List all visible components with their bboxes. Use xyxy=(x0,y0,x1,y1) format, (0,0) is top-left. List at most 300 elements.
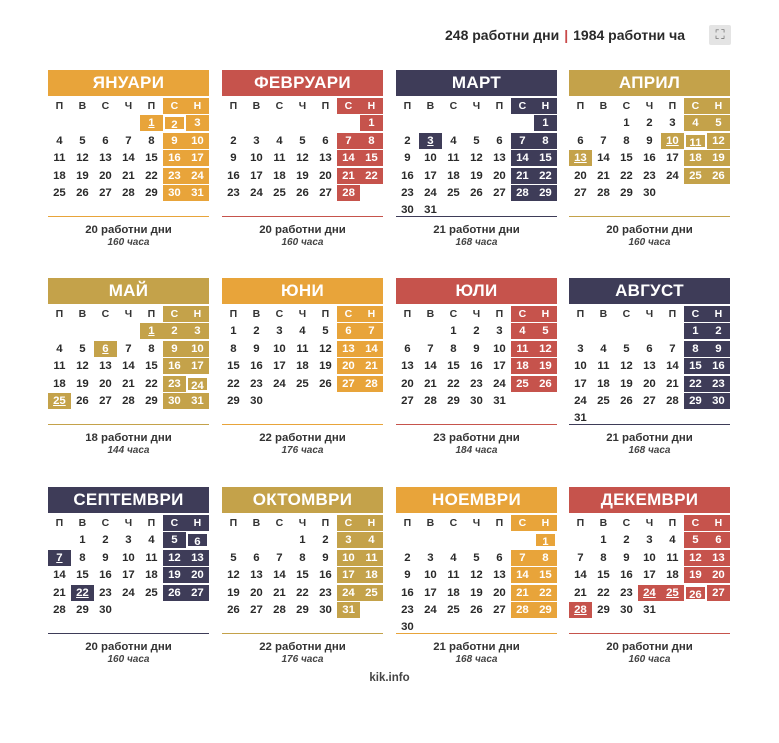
day-cell: 12 xyxy=(296,152,309,165)
month-title: АВГУСТ xyxy=(569,278,730,304)
day-cell: 25 xyxy=(145,586,158,599)
day-cell: 27 xyxy=(99,186,112,199)
month-grid xyxy=(569,98,730,202)
month-title: НОЕМВРИ xyxy=(396,487,557,513)
day-cell: 16 xyxy=(401,169,414,182)
day-cell: 2 xyxy=(473,325,480,338)
day-cell: 19 xyxy=(227,586,240,599)
day-cell: 4 xyxy=(360,532,383,548)
day-cell: 29 xyxy=(145,186,158,199)
day-cell: 26 xyxy=(684,585,707,601)
weekday-label: П xyxy=(668,308,677,320)
work-days-count: 18 работни дни xyxy=(85,432,172,444)
day-cell: 31 xyxy=(186,185,209,201)
weekday-label: С xyxy=(684,306,707,322)
total-work-days: 248 работни дни xyxy=(445,27,560,43)
work-hours-count: 184 часа xyxy=(455,445,498,456)
day-cell: 3 xyxy=(496,325,503,338)
month-footer xyxy=(222,633,383,666)
day-cell: 7 xyxy=(511,133,534,149)
day-cell: 11 xyxy=(53,152,66,165)
day-cell: 26 xyxy=(227,603,240,616)
day-cell: 3 xyxy=(427,551,434,564)
weekday-label: Ч xyxy=(472,517,481,529)
day-cell: 12 xyxy=(534,341,557,357)
day-cell: 16 xyxy=(163,150,186,166)
month-footer xyxy=(396,424,557,457)
day-cell: 5 xyxy=(534,323,557,339)
day-cell: 17 xyxy=(666,152,679,165)
day-cell: 31 xyxy=(337,602,360,618)
day-cell: 6 xyxy=(337,323,360,339)
day-cell: 21 xyxy=(337,168,360,184)
weekday-label: Н xyxy=(186,515,209,531)
day-cell: 11 xyxy=(597,360,610,373)
weekday-label: П xyxy=(229,100,238,112)
month-footer xyxy=(48,216,209,249)
day-cell: 8 xyxy=(534,133,557,149)
month-grid xyxy=(396,306,557,410)
day-cell: 26 xyxy=(470,186,483,199)
day-cell: 4 xyxy=(511,323,534,339)
day-cell: 16 xyxy=(401,586,414,599)
day-cell: 14 xyxy=(511,150,534,166)
day-cell: 27 xyxy=(186,585,209,601)
work-days-count: 20 работни дни xyxy=(85,641,172,653)
day-cell: 4 xyxy=(276,134,283,147)
day-cell: 17 xyxy=(186,150,209,166)
weekday-label: С xyxy=(275,517,284,529)
day-cell: 30 xyxy=(470,394,483,407)
day-cell: 8 xyxy=(299,551,306,564)
day-cell: 3 xyxy=(253,134,260,147)
weekday-label: П xyxy=(495,100,504,112)
month-title: ДЕКЕМВРИ xyxy=(569,487,730,513)
weekday-label: В xyxy=(426,100,435,112)
day-cell: 12 xyxy=(470,569,483,582)
day-cell: 24 xyxy=(250,186,263,199)
day-cell: 11 xyxy=(273,152,286,165)
day-cell: 19 xyxy=(620,377,633,390)
weekday-label: С xyxy=(622,308,631,320)
day-cell: 1 xyxy=(684,323,707,339)
weekday-label: Н xyxy=(360,98,383,114)
month-2 xyxy=(222,70,383,260)
weekday-label: В xyxy=(426,308,435,320)
day-cell: 29 xyxy=(296,603,309,616)
day-cell: 6 xyxy=(186,532,209,548)
day-cell: 28 xyxy=(273,603,286,616)
day-cell: 31 xyxy=(424,204,437,217)
day-cell: 19 xyxy=(296,169,309,182)
day-cell: 1 xyxy=(450,325,457,338)
day-cell: 3 xyxy=(419,133,442,149)
work-hours-count: 176 часа xyxy=(281,445,324,456)
month-footer xyxy=(569,216,730,249)
day-cell: 4 xyxy=(684,115,707,131)
day-cell: 17 xyxy=(122,569,135,582)
day-cell: 29 xyxy=(227,394,240,407)
month-title: АПРИЛ xyxy=(569,70,730,96)
day-cell: 12 xyxy=(684,550,707,566)
work-hours-count: 160 часа xyxy=(107,654,150,665)
day-cell: 24 xyxy=(666,169,679,182)
day-cell: 24 xyxy=(186,168,209,184)
day-cell: 28 xyxy=(597,186,610,199)
day-cell: 30 xyxy=(99,603,112,616)
month-grid xyxy=(48,98,209,202)
weekday-label: С xyxy=(511,98,534,114)
day-cell: 4 xyxy=(450,134,457,147)
day-cell: 4 xyxy=(56,342,63,355)
day-cell: 4 xyxy=(600,342,607,355)
weekday-label: Н xyxy=(707,515,730,531)
day-cell: 29 xyxy=(534,602,557,618)
day-cell: 17 xyxy=(250,169,263,182)
day-cell: 27 xyxy=(99,394,112,407)
weekday-label: П xyxy=(576,100,585,112)
weekday-label: В xyxy=(252,308,261,320)
weekday-label: Н xyxy=(360,306,383,322)
day-cell: 9 xyxy=(623,551,630,564)
day-cell: 11 xyxy=(447,152,460,165)
day-cell: 2 xyxy=(404,551,411,564)
weekday-label: П xyxy=(668,517,677,529)
day-cell: 11 xyxy=(145,551,158,564)
footer-divider xyxy=(569,424,730,425)
day-cell: 20 xyxy=(493,586,506,599)
day-cell: 20 xyxy=(319,169,332,182)
day-cell: 13 xyxy=(707,550,730,566)
day-cell: 15 xyxy=(597,569,610,582)
day-cell: 26 xyxy=(76,186,89,199)
day-cell: 30 xyxy=(250,394,263,407)
day-cell: 21 xyxy=(424,377,437,390)
weekday-label: С xyxy=(622,517,631,529)
day-cell: 24 xyxy=(574,394,587,407)
day-cell: 28 xyxy=(511,185,534,201)
month-5 xyxy=(48,278,209,468)
footer-divider xyxy=(396,633,557,634)
weekday-label: В xyxy=(599,100,608,112)
day-cell: 25 xyxy=(48,393,71,409)
day-cell: 16 xyxy=(620,569,633,582)
day-cell: 26 xyxy=(470,603,483,616)
day-cell: 13 xyxy=(250,569,263,582)
day-cell: 12 xyxy=(707,133,730,149)
day-cell: 7 xyxy=(600,134,607,147)
day-cell: 2 xyxy=(253,325,260,338)
month-footer xyxy=(222,216,383,249)
day-cell: 4 xyxy=(299,325,306,338)
weekday-label: С xyxy=(101,308,110,320)
weekday-label: П xyxy=(229,517,238,529)
day-cell: 14 xyxy=(53,569,66,582)
day-cell: 25 xyxy=(661,585,684,601)
day-cell: 5 xyxy=(230,551,237,564)
day-cell: 25 xyxy=(511,376,534,392)
day-cell: 2 xyxy=(102,534,109,547)
day-cell: 7 xyxy=(276,551,283,564)
day-cell: 3 xyxy=(646,534,653,547)
day-cell: 25 xyxy=(360,585,383,601)
day-cell: 4 xyxy=(148,534,155,547)
weekday-label: П xyxy=(55,308,64,320)
day-cell: 22 xyxy=(296,586,309,599)
month-6 xyxy=(222,278,383,468)
weekday-label: П xyxy=(55,100,64,112)
day-cell: 10 xyxy=(493,342,506,355)
weekday-label: Н xyxy=(707,98,730,114)
day-cell: 31 xyxy=(493,394,506,407)
day-cell: 31 xyxy=(643,603,656,616)
day-cell: 16 xyxy=(250,360,263,373)
day-cell: 7 xyxy=(427,342,434,355)
day-cell: 1 xyxy=(140,115,163,131)
weekday-label: Ч xyxy=(645,517,654,529)
day-cell: 22 xyxy=(534,168,557,184)
day-cell: 29 xyxy=(145,394,158,407)
day-cell: 23 xyxy=(319,586,332,599)
day-cell: 1 xyxy=(534,532,557,548)
day-cell: 30 xyxy=(620,603,633,616)
weekday-label: Ч xyxy=(124,308,133,320)
weekday-label: П xyxy=(495,308,504,320)
day-cell: 10 xyxy=(122,551,135,564)
day-cell: 27 xyxy=(574,186,587,199)
day-cell: 20 xyxy=(401,377,414,390)
weekday-label: Н xyxy=(707,306,730,322)
day-cell: 2 xyxy=(623,534,630,547)
day-cell: 19 xyxy=(684,567,707,583)
day-cell: 5 xyxy=(684,532,707,548)
day-cell: 19 xyxy=(707,150,730,166)
day-cell: 14 xyxy=(360,341,383,357)
day-cell: 14 xyxy=(597,152,610,165)
month-footer xyxy=(396,633,557,666)
day-cell: 25 xyxy=(447,186,460,199)
day-cell: 25 xyxy=(296,377,309,390)
month-9 xyxy=(48,487,209,677)
day-cell: 19 xyxy=(163,567,186,583)
weekday-label: С xyxy=(449,517,458,529)
day-cell: 27 xyxy=(337,376,360,392)
day-cell: 2 xyxy=(322,534,329,547)
day-cell: 11 xyxy=(511,341,534,357)
day-cell: 23 xyxy=(643,169,656,182)
day-cell: 31 xyxy=(574,412,587,425)
day-cell: 30 xyxy=(401,621,414,634)
day-cell: 1 xyxy=(230,325,237,338)
day-cell: 25 xyxy=(447,603,460,616)
day-cell: 3 xyxy=(186,115,209,131)
day-cell: 8 xyxy=(450,342,457,355)
month-12 xyxy=(569,487,730,677)
day-cell: 20 xyxy=(643,377,656,390)
day-cell: 23 xyxy=(401,186,414,199)
day-cell: 15 xyxy=(447,360,460,373)
day-cell: 18 xyxy=(53,377,66,390)
day-cell: 6 xyxy=(577,134,584,147)
weekday-label: В xyxy=(426,517,435,529)
day-cell: 24 xyxy=(337,585,360,601)
day-cell: 2 xyxy=(404,134,411,147)
day-cell: 2 xyxy=(163,115,186,131)
day-cell: 10 xyxy=(574,360,587,373)
day-cell: 11 xyxy=(53,360,66,373)
day-cell: 31 xyxy=(186,393,209,409)
work-days-count: 20 работни дни xyxy=(259,224,346,236)
day-cell: 7 xyxy=(511,550,534,566)
weekday-label: П xyxy=(147,100,156,112)
month-title: ЯНУАРИ xyxy=(48,70,209,96)
day-cell: 2 xyxy=(230,134,237,147)
day-cell: 15 xyxy=(684,358,707,374)
day-cell: 22 xyxy=(597,586,610,599)
weekday-label: С xyxy=(684,515,707,531)
day-cell: 15 xyxy=(145,360,158,373)
day-cell: 1 xyxy=(79,534,86,547)
weekday-label: В xyxy=(252,517,261,529)
day-cell: 26 xyxy=(163,585,186,601)
day-cell: 7 xyxy=(48,550,71,566)
weekday-label: С xyxy=(163,306,186,322)
day-cell: 18 xyxy=(273,169,286,182)
day-cell: 23 xyxy=(401,603,414,616)
weekday-label: С xyxy=(449,100,458,112)
work-hours-count: 160 часа xyxy=(628,237,671,248)
day-cell: 21 xyxy=(360,358,383,374)
day-cell: 24 xyxy=(186,376,209,392)
day-cell: 13 xyxy=(493,569,506,582)
day-cell: 17 xyxy=(643,569,656,582)
weekday-label: П xyxy=(321,308,330,320)
day-cell: 1 xyxy=(534,115,557,131)
day-cell: 18 xyxy=(360,567,383,583)
day-cell: 16 xyxy=(163,358,186,374)
day-cell: 30 xyxy=(163,185,186,201)
work-days-count: 20 работни дни xyxy=(606,641,693,653)
day-cell: 5 xyxy=(79,342,86,355)
day-cell: 21 xyxy=(511,585,534,601)
day-cell: 8 xyxy=(684,341,707,357)
weekday-label: В xyxy=(599,517,608,529)
weekday-label: П xyxy=(576,517,585,529)
day-cell: 8 xyxy=(148,134,155,147)
day-cell: 28 xyxy=(122,394,135,407)
day-cell: 26 xyxy=(296,186,309,199)
day-cell: 27 xyxy=(401,394,414,407)
day-cell: 14 xyxy=(424,360,437,373)
day-cell: 18 xyxy=(597,377,610,390)
day-cell: 24 xyxy=(424,186,437,199)
month-title: МАЙ xyxy=(48,278,209,304)
weekday-label: С xyxy=(163,515,186,531)
month-8 xyxy=(569,278,730,468)
day-cell: 30 xyxy=(163,393,186,409)
day-cell: 25 xyxy=(273,186,286,199)
weekday-label: Н xyxy=(186,98,209,114)
day-cell: 15 xyxy=(145,152,158,165)
weekday-label: В xyxy=(252,100,261,112)
day-cell: 20 xyxy=(99,169,112,182)
day-cell: 10 xyxy=(273,342,286,355)
footer-divider xyxy=(48,424,209,425)
day-cell: 4 xyxy=(56,134,63,147)
day-cell: 1 xyxy=(140,323,163,339)
day-cell: 18 xyxy=(447,169,460,182)
day-cell: 14 xyxy=(666,360,679,373)
weekday-label: В xyxy=(78,100,87,112)
day-cell: 9 xyxy=(163,341,186,357)
day-cell: 24 xyxy=(493,377,506,390)
weekday-label: П xyxy=(55,517,64,529)
month-footer xyxy=(222,424,383,457)
day-cell: 26 xyxy=(707,168,730,184)
day-cell: 21 xyxy=(666,377,679,390)
day-cell: 6 xyxy=(253,551,260,564)
weekday-label: С xyxy=(622,100,631,112)
day-cell: 22 xyxy=(360,168,383,184)
day-cell: 5 xyxy=(322,325,329,338)
weekday-label: П xyxy=(576,308,585,320)
work-days-count: 20 работни дни xyxy=(85,224,172,236)
weekday-label: Ч xyxy=(472,100,481,112)
expand-icon[interactable]: ⛶ xyxy=(709,25,731,45)
day-cell: 5 xyxy=(707,115,730,131)
day-cell: 6 xyxy=(646,342,653,355)
day-cell: 23 xyxy=(227,186,240,199)
day-cell: 12 xyxy=(470,152,483,165)
day-cell: 5 xyxy=(473,134,480,147)
day-cell: 9 xyxy=(253,342,260,355)
day-cell: 15 xyxy=(620,152,633,165)
month-grid xyxy=(222,98,383,202)
day-cell: 4 xyxy=(450,551,457,564)
day-cell: 11 xyxy=(684,133,707,149)
day-cell: 9 xyxy=(163,133,186,149)
day-cell: 10 xyxy=(186,133,209,149)
weekday-label: Н xyxy=(534,306,557,322)
day-cell: 6 xyxy=(322,134,329,147)
weekday-label: Ч xyxy=(298,517,307,529)
day-cell: 12 xyxy=(620,360,633,373)
weekday-label: П xyxy=(403,100,412,112)
day-cell: 24 xyxy=(122,586,135,599)
day-cell: 17 xyxy=(337,567,360,583)
day-cell: 27 xyxy=(493,186,506,199)
day-cell: 15 xyxy=(534,567,557,583)
day-cell: 9 xyxy=(322,551,329,564)
day-cell: 18 xyxy=(684,150,707,166)
day-cell: 19 xyxy=(76,169,89,182)
weekday-label: Ч xyxy=(298,308,307,320)
day-cell: 8 xyxy=(600,551,607,564)
day-cell: 10 xyxy=(424,569,437,582)
work-hours-count: 168 часа xyxy=(455,237,498,248)
day-cell: 8 xyxy=(79,551,86,564)
work-days-count: 20 работни дни xyxy=(606,224,693,236)
day-cell: 22 xyxy=(620,169,633,182)
day-cell: 13 xyxy=(569,150,592,166)
work-hours-count: 168 часа xyxy=(628,445,671,456)
work-hours-count: 144 часа xyxy=(107,445,150,456)
weekday-label: В xyxy=(599,308,608,320)
month-grid xyxy=(222,306,383,410)
day-cell: 13 xyxy=(319,152,332,165)
weekday-label: С xyxy=(101,100,110,112)
day-cell: 6 xyxy=(94,341,117,357)
